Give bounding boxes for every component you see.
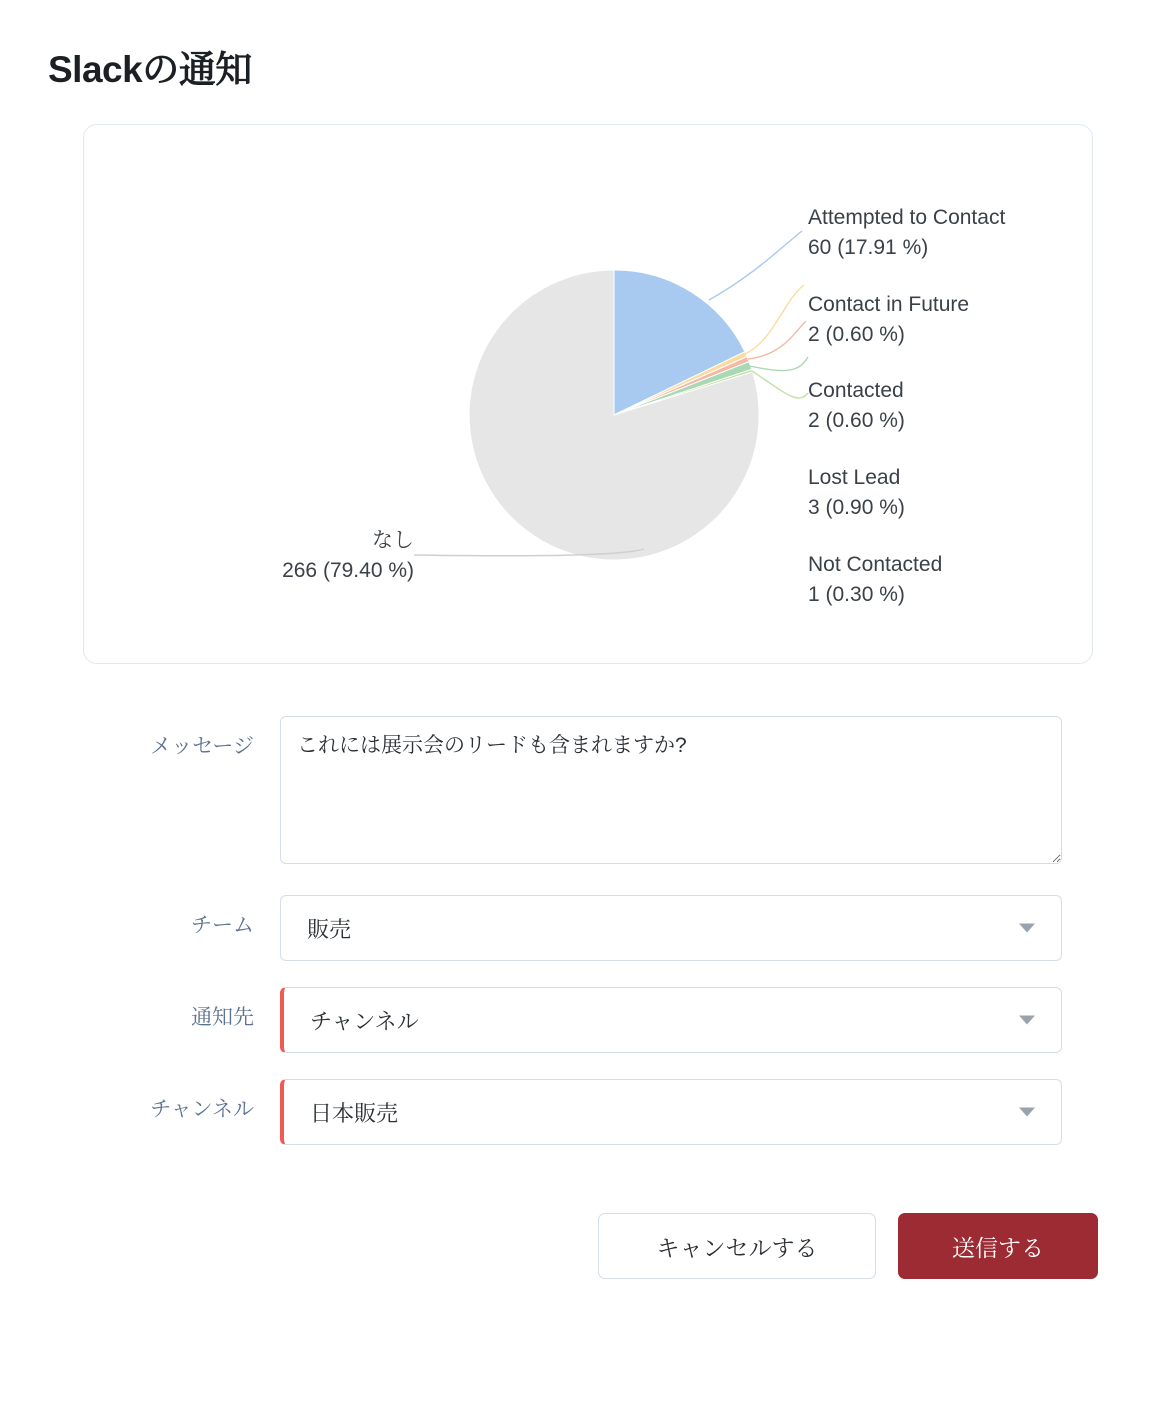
form-row-team <box>58 895 1108 961</box>
chevron-down-icon <box>1019 1016 1035 1025</box>
form-row-channel <box>58 1079 1108 1145</box>
chevron-down-icon <box>1019 1108 1035 1117</box>
notification-form <box>58 716 1108 1145</box>
destination-select[interactable] <box>280 987 1062 1053</box>
pie-label-lost-lead-value: 3 (0.90 %) <box>808 496 905 520</box>
message-field-wrap <box>280 716 1062 869</box>
pie-label-attempted-to-contact-value: 60 (17.91 %) <box>808 236 929 260</box>
chart-card <box>83 124 1093 664</box>
pie-label-attempted-to-contact-name: Attempted to Contact <box>808 206 1006 230</box>
pie-chart <box>84 125 1092 663</box>
pie-label-lost-lead-name: Lost Lead <box>808 466 901 490</box>
team-label: チーム <box>191 914 254 938</box>
pie-chart-svg <box>84 125 1092 663</box>
destination-label: 通知先 <box>191 1006 254 1030</box>
team-select[interactable] <box>280 895 1062 961</box>
team-field-wrap <box>280 895 1062 961</box>
pie-label-contacted-value: 2 (0.60 %) <box>808 409 905 433</box>
dialog-footer <box>48 1213 1098 1279</box>
pie-label-none-value: 266 (79.40 %) <box>282 559 414 583</box>
submit-button[interactable]: 送信する <box>898 1213 1098 1279</box>
destination-field-wrap <box>280 987 1062 1053</box>
channel-select[interactable] <box>280 1079 1062 1145</box>
form-row-destination <box>58 987 1108 1053</box>
team-select-value: 販売 <box>307 916 352 942</box>
pie-label-not-contacted-name: Not Contacted <box>808 553 943 577</box>
pie-label-not-contacted-value: 1 (0.30 %) <box>808 583 905 607</box>
pie-label-none-name: なし <box>372 529 414 553</box>
pie-label-contact-in-future-value: 2 (0.60 %) <box>808 323 905 347</box>
pie-slices <box>469 270 759 560</box>
message-input[interactable] <box>280 716 1062 864</box>
pie-label-contacted-name: Contacted <box>808 379 904 403</box>
form-row-message <box>58 716 1108 869</box>
cancel-button[interactable]: キャンセルする <box>598 1213 876 1279</box>
pie-label-contact-in-future-name: Contact in Future <box>808 293 970 317</box>
channel-select-value: 日本販売 <box>310 1100 399 1126</box>
destination-select-value: チャンネル <box>310 1008 419 1034</box>
page-title: Slackの通知 <box>48 49 252 90</box>
channel-field-wrap <box>280 1079 1062 1145</box>
chevron-down-icon <box>1019 924 1035 933</box>
message-label: メッセージ <box>150 735 254 759</box>
channel-label: チャンネル <box>150 1098 254 1122</box>
